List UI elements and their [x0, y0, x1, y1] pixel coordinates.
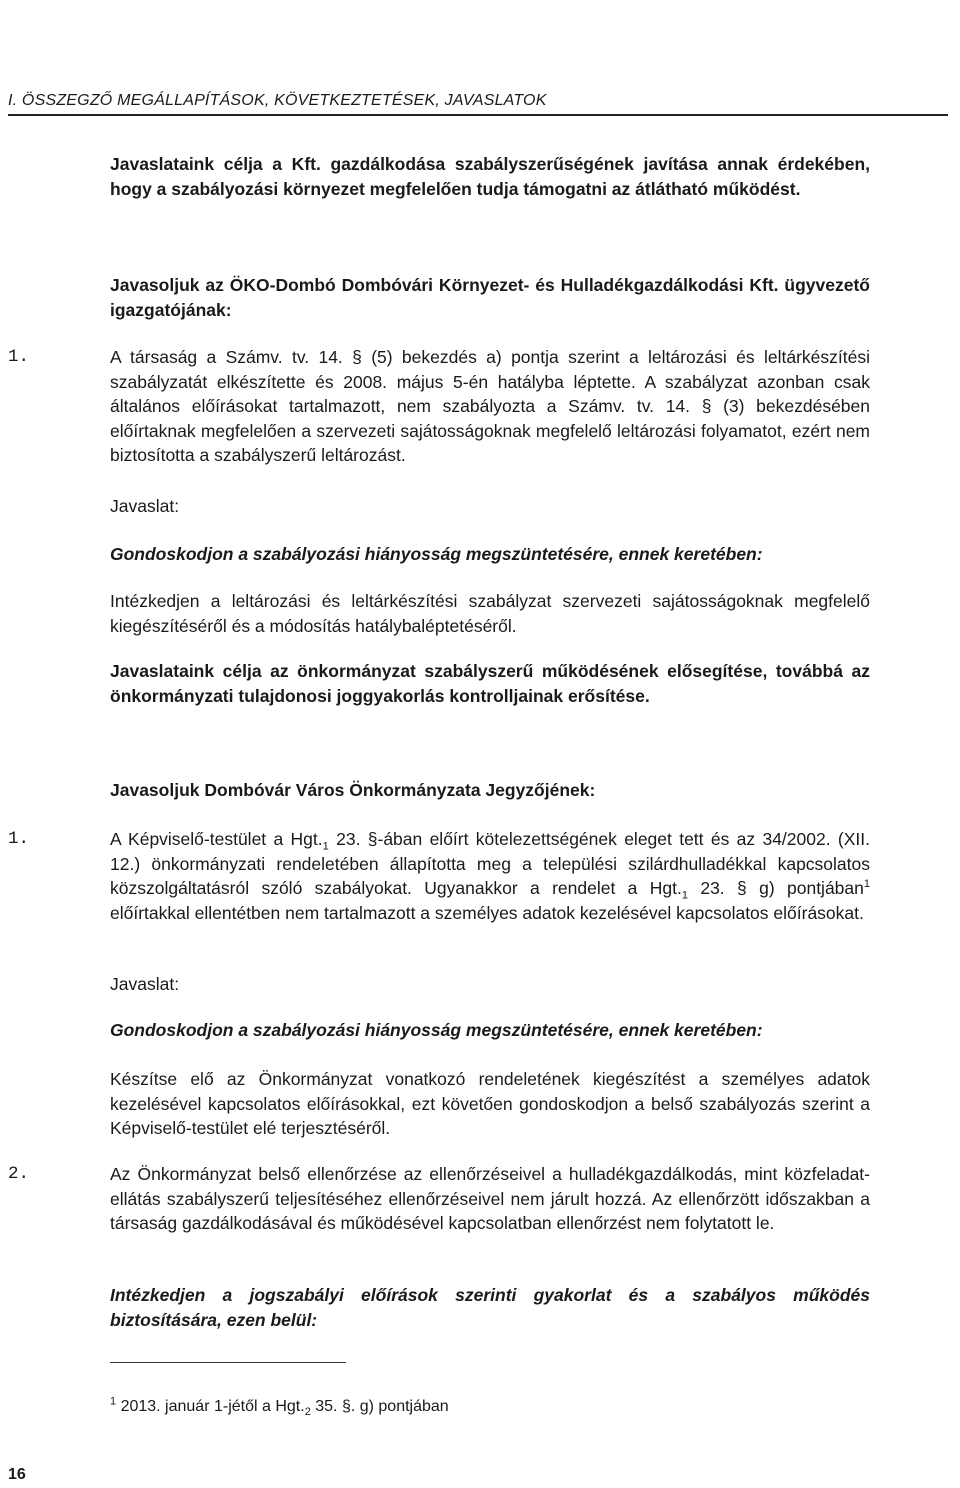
section2-item1-action: Készítse elő az Önkormányzat vonatkozó rendeletének kiegészítést a személyes adatok kezelésével kapcsolatos előírásokkal, ezt követően gondoskodjon a belső szabályozás szerint a Képviselő-testület elé terjesztéséről.: [110, 1069, 870, 1138]
running-header: I. ÖSSZEGZŐ MEGÁLLAPÍTÁSOK, KÖVETKEZTETÉSEK, JAVASLATOK: [8, 92, 948, 116]
item1-text-part-b: 23. §-ában előírt kötelezettségének eleget tett és az 34/2002. (XII. 12.) önkormányzati rendeletében állapította meg a települési szilárdhulladékkal kapcsolatos közszolgáltatásról szóló szabályokat. Ugyanakkor a rendelet a Hgt.: [110, 829, 871, 898]
item1-text-part-d: előírtakkal ellentétben nem tartalmazott a személyes adatok kezelésével kapcsolatos előírásokat.: [110, 902, 864, 923]
section2-item2-number: 2.: [8, 1164, 30, 1184]
section2-item1-number: 1.: [8, 829, 30, 849]
page-number: 16: [8, 1466, 26, 1483]
footnote-separator: [110, 1362, 346, 1363]
section1-item1-directive: Gondoskodjon a szabályozási hiányosság megszüntetésére, ennek keretében:: [110, 544, 763, 564]
section2-aim: Javaslataink célja az önkormányzat szabályszerű működésének elősegítése, továbbá az önkormányzati tulajdonosi joggyakorlás kontrolljainak erősítése.: [110, 661, 870, 706]
footnote: [110, 1397, 449, 1417]
footnote-reference: 1: [863, 878, 871, 891]
section1-item1-action: Intézkedjen a leltározási és leltárkészítési szabályzat szervezeti sajátosságoknak megfelelő kiegészítéséről és a módosítás hatálybaléptetéséről.: [110, 591, 870, 636]
section2-item2-directive: Intézkedjen a jogszabályi előírások szerinti gyakorlat és a szabályos működés biztosítására, ezen belül:: [110, 1285, 870, 1330]
footnote-mark: 1: [110, 1395, 117, 1408]
hgt-subscript: 1: [681, 889, 688, 902]
section1-item1-text: A társaság a Számv. tv. 14. § (5) bekezdés a) pontja szerint a leltározási és leltárkészítési szabályzatát elkészítette és 2008. május 5-én hatályba léptette. A szabályzat azonban csak általános előírásokat tartalmazott, nem szabályozta a Számv. tv. 14. § (3) bekezdésében előírtaknak megfelelően a szervezeti sajátosságoknak megfelelő leltározási folyamatot, ezért nem biztosította a szabályszerű leltározást.: [110, 347, 870, 465]
section2-recipient: Javasoljuk Dombóvár Város Önkormányzata Jegyzőjének:: [110, 780, 596, 800]
section2-item1-text: [110, 827, 870, 925]
item1-text-part-c: 23. § g) pontjában: [687, 878, 864, 898]
section1-item1-number: 1.: [8, 347, 30, 367]
footnote-subscript: 2: [304, 1406, 311, 1419]
item1-text-part-a: A Képviselő-testület a Hgt.: [110, 829, 323, 849]
section1-item1-label: Javaslat:: [110, 496, 180, 516]
hgt-subscript: 1: [322, 840, 329, 853]
section2-item1-label: Javaslat:: [110, 974, 180, 994]
footnote-text-a: 2013. január 1-jétől a Hgt.: [116, 1398, 305, 1415]
footnote-text-b: 35. §. g) pontjában: [310, 1398, 449, 1415]
section1-aim: Javaslataink célja a Kft. gazdálkodása szabályszerűségének javítása annak érdekében, hogy a szabályozási környezet megfelelően tudja támogatni az átlátható működést.: [110, 154, 870, 199]
section2-item1-directive: Gondoskodjon a szabályozási hiányosság megszüntetésére, ennek keretében:: [110, 1020, 763, 1040]
section2-item2-text: Az Önkormányzat belső ellenőrzése az ellenőrzéseivel a hulladékgazdálkodás, mint közfeladat-ellátás szabályszerű teljesítéséhez ellenőrzéseivel nem járult hozzá. Az ellenőrzött időszakban a társaság gazdálkodásával és működésével kapcsolatban ellenőrzést nem folytatott le.: [110, 1164, 870, 1233]
section1-recipient: Javasoljuk az ÖKO-Dombó Dombóvári Környezet- és Hulladékgazdálkodási Kft. ügyvezető igazgatójának:: [110, 275, 870, 320]
